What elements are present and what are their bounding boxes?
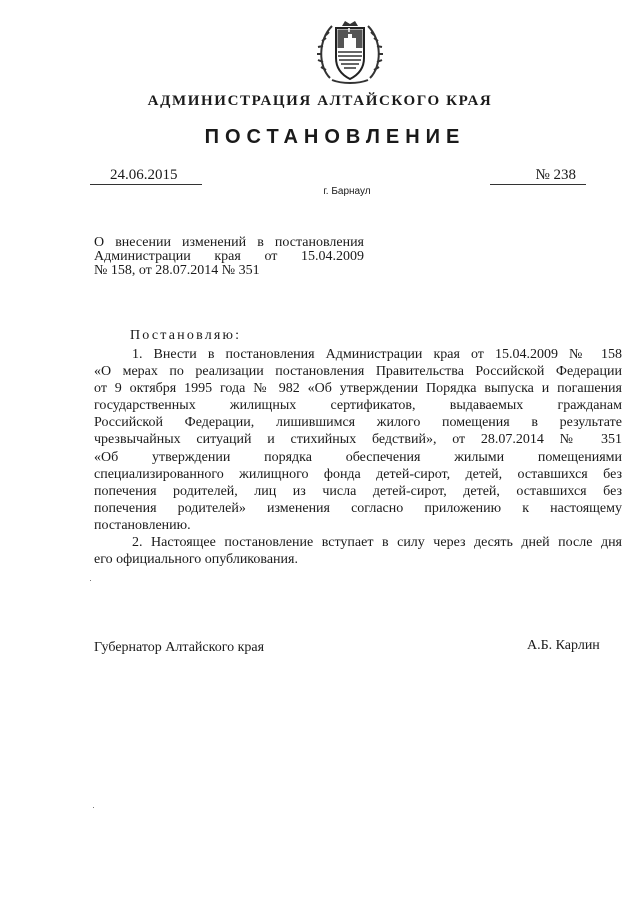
organization-title: АДМИНИСТРАЦИЯ АЛТАЙСКОГО КРАЯ: [147, 93, 493, 109]
document-date: 24.06.2015: [90, 166, 202, 185]
document-number: № 238: [490, 166, 586, 185]
signatory-position: Губернатор Алтайского края: [94, 640, 265, 655]
subject-line: Администрации края от 15.04.2009: [94, 249, 364, 264]
document-type-title: ПОСТАНОВЛЕНИЕ: [204, 126, 466, 148]
subject-line: № 158, от 28.07.2014 № 351: [94, 263, 260, 278]
body-line: попечения родителей» изменения согласно приложению к настоящему: [94, 500, 622, 516]
body-line: Российской Федерации, лишившимся жилого помещения в результате: [94, 415, 622, 431]
body-line: 1. Внести в постановления Администрации края от 15.04.2009 № 158: [132, 347, 622, 362]
body-line: постановлению.: [94, 517, 191, 533]
body-line: попечения родителей, лиц из числа детей-сирот, детей, оставшихся без: [94, 483, 622, 499]
scan-speck: [90, 580, 91, 581]
body-line: чрезвычайных ситуаций и стихийных бедствий», от 28.07.2014 № 351: [94, 432, 622, 448]
resolve-word: Постановляю:: [130, 328, 242, 343]
scan-speck: [93, 807, 94, 808]
issue-city: г. Барнаул: [323, 186, 371, 197]
document-subject: [94, 236, 364, 278]
document-body: [94, 346, 622, 568]
body-line: от 9 октября 1995 года № 982 «Об утверждении Порядка выпуска и погашения: [94, 381, 622, 397]
signatory-name: А.Б. Карлин: [527, 638, 600, 653]
body-line: его официального опубликования.: [94, 552, 298, 568]
subject-line: О внесении изменений в постановления: [94, 235, 364, 250]
body-line: «О мерах по реализации постановления Правительства Российской Федерации: [94, 364, 622, 380]
body-line: 2. Настоящее постановление вступает в силу через десять дней после дня: [132, 535, 622, 551]
altai-krai-coat-of-arms-icon: [314, 18, 386, 86]
body-line: «Об утверждении порядка обеспечения жилыми помещениями: [94, 449, 622, 465]
body-line: специализированного жилищного фонда детей-сирот, детей, оставшихся без: [94, 466, 622, 482]
body-line: государственных жилищных сертификатов, выдаваемых гражданам: [94, 398, 622, 414]
